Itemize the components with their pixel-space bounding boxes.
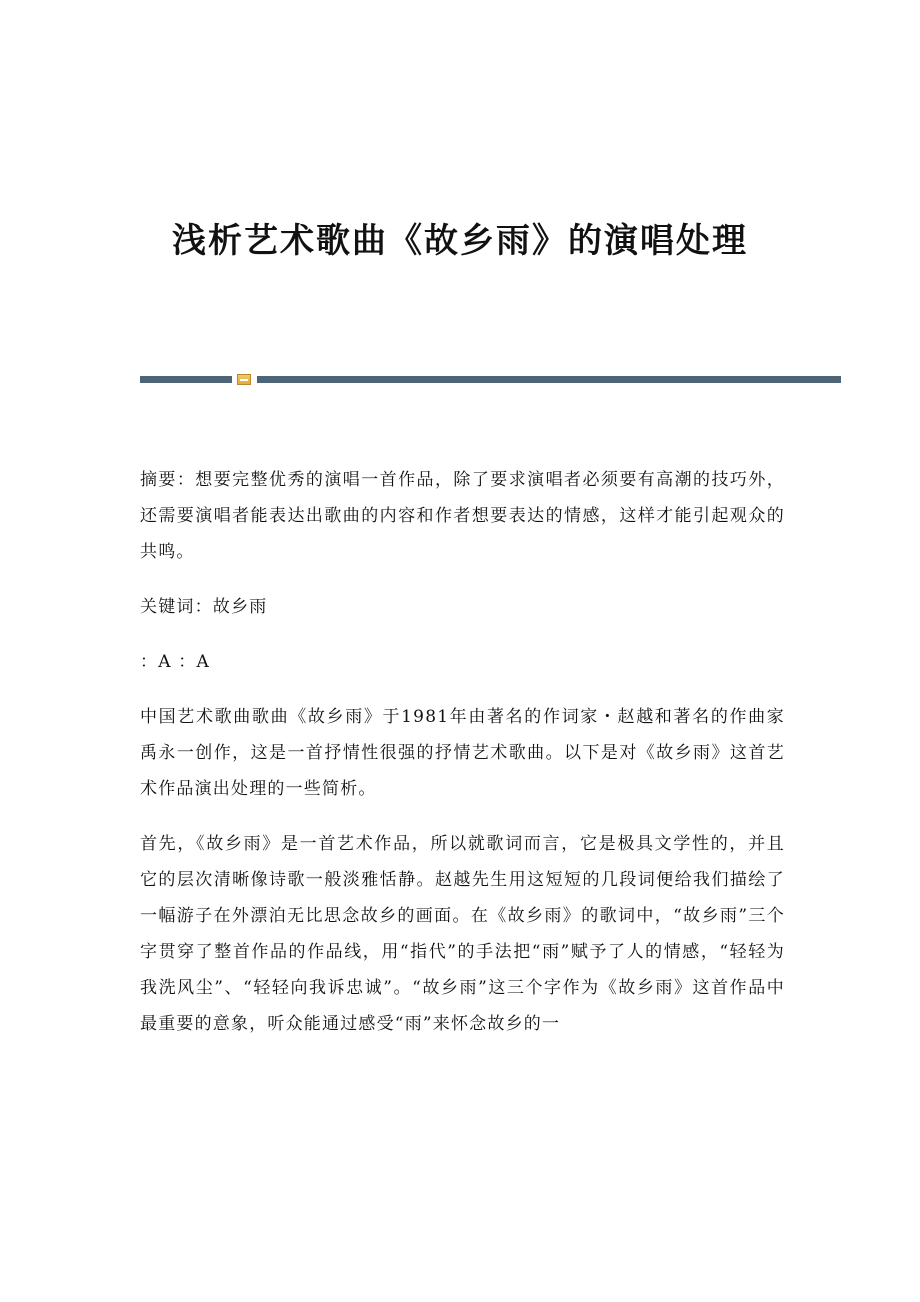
body-paragraph: 中国艺术歌曲歌曲《故乡雨》于1981年由著名的作词家・赵越和著名的作曲家禹永一创作，这是一首抒情性很强的抒情艺术歌曲。以下是对《故乡雨》这首艺术作品演出处理的一些简析。 <box>140 707 785 799</box>
keywords-paragraph: 关键词：故乡雨 <box>140 597 268 617</box>
divider-ornament-icon <box>237 374 251 385</box>
divider-left-bar <box>140 376 232 383</box>
body-paragraph: 首先，《故乡雨》是一首艺术作品，所以就歌词而言，它是极具文学性的，并且它的层次清晰像诗歌一般淡雅恬静。赵越先生用这短短的几段词便给我们描绘了一幅游子在外漂泊无比思念故乡的画面。在《故乡雨》的歌词中，“故乡雨”三个字贯穿了整首作品的作品线，用“指代”的手法把“雨”赋予了人的情感，“轻轻为我洗风尘”、“轻轻向我诉忠诚”。“故乡雨”这三个字作为《故乡雨》这首作品中最重要的意象，听众能通过感受“雨”来怀念故乡的一 <box>140 834 785 1034</box>
document-title: 浅析艺术歌曲《故乡雨》的演唱处理 <box>172 221 748 261</box>
classification-paragraph: ：A ：A <box>140 652 210 672</box>
document-body <box>140 462 785 1061</box>
title-divider <box>140 374 841 384</box>
divider-right-bar <box>257 376 841 383</box>
abstract-paragraph: 摘要：想要完整优秀的演唱一首作品，除了要求演唱者必须要有高潮的技巧外，还需要演唱者能表达出歌曲的内容和作者想要表达的情感，这样才能引起观众的共鸣。 <box>140 470 785 562</box>
